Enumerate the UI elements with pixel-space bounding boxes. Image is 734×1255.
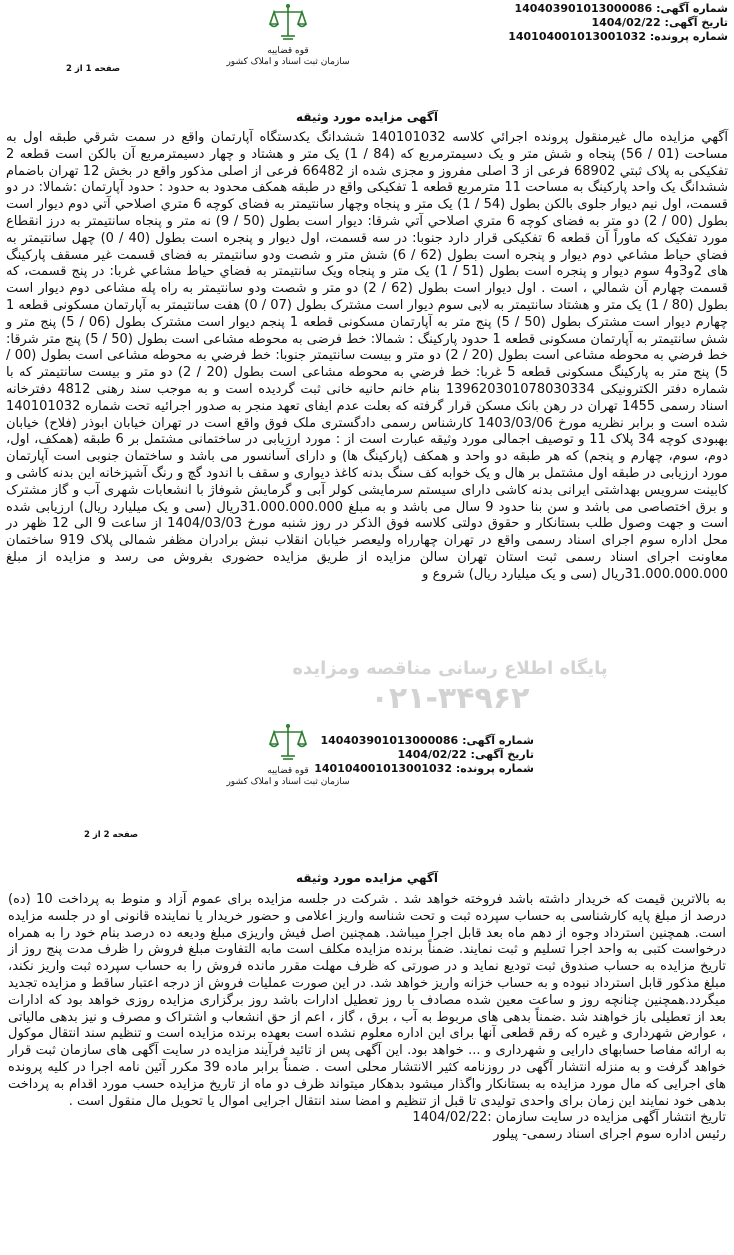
ad-number-row: [302, 734, 534, 748]
ad-date: 1404/02/22: [397, 748, 467, 761]
ad-date-row: [496, 16, 728, 30]
judiciary-name: قوه قضاییه: [267, 766, 309, 776]
ad-number: 140403901013000086: [320, 734, 459, 747]
notice-body: [8, 892, 726, 1144]
ad-number-label: شماره آگهی:: [462, 734, 534, 747]
notice-body-text: آگهي مزايده مال غيرمنقول پرونده اجرائي كلاسه 140101032 ششدانگ يكدستگاه آپارتمان واقع در سمت شرقي طبقه اول به مساحت (01 / 56) پنجاه و شش متر و يک دسيمترمربع كه (84 / 1) یک متر و هشتاد و چهار دسیمترمربع آن بالکن است قطعه 2 تفکیکی به پلاک ثبتي 68902 فرعی از 3 اصلی مفروز و مجزی شده از 66482 فرعی از اصلی مذکور واقع در بخش 12 تهران باضمام ششدانگ یک واحد پارکینگ به مساحت 11 مترمربع قطعه 1 تفکیکی واقع در طبقه همکف محدود به حدود : حدود آپارتمان :شمالا: در دو قسمت، اول نیم دیوار جلوی بالکن بطول (54 / 1) یک متر و پنجاه وچهار سانتیمتر به فضای کوچه 6 متري اصلاحي آتي دوم دیوار است بطول (00 / 2) دو متر به فضای کوچه 6 متري اصلاحي آتي شرقا: دیوار است بطول (50 / 9) نه متر و پنجاه سانتیمتر به درز انقطاع مورد تفکیک که ماوراً آن قطعه 6 تفکیکی قرار دارد جنوبا: در سه قسمت، اول دیوار و پنجره است بطول (40 / 0) چهل سانتیمتر به فضاي حياط مشاعي دوم دیوار و پنجره است بطول (62 / 6) شش متر و شصت ودو سانتیمتر به فضای قسمت غیر مسقف پارکینگ های 2و3و4 سوم دیوار و پنجره است بطول (51 / 1) یک متر و پنجاه ویک سانتیمتر به فضاي حياط مشاعي غربا: در پنج قسمت، که قسمت چهارم آن شمالي ، است . اول دیوار است بطول (62 / 2) دو متر و شصت ودو سانتیمتر به راه پله مشاعی دوم دیوار است بطول (80 / 1) یک متر و هشتاد سانتیمتر به لابی سوم دیوار است مشترک بطول (07 / 0) هفت سانتیمتر به آپارتمان مسکونی قطعه 1 چهارم دیوار است مشترک بطول (50 / 5) پنج متر به آپارتمان مسکونی قطعه 1 پنجم دیوار است مشترک بطول (06 / 5) پنج متر و شش سانتیمتر به آپارتمان مسکونی قطعه 1 حدود پارکینگ : شمالا: خط فرضی به محوطه مشاعی است بطول (50 / 5) پنج متر شرقا: خط فرضي به محوطه مشاعی است بطول (20 / 2) دو متر و بیست سانتیمتر جنوبا: خط فرضي به محوطه مشاعی است بطول (00 / 5) پنج متر به پارکینگ مسکونی قطعه 5 غربا: خط فرضي به محوطه مشاعی است بطول (20 / 2) دو متر و بیست سانتیمتر که با شماره دفتر الکترونیکی 139620301078030334 بنام خانم حانیه خانی ثبت گردیده است و به موجب سند رهنی 4812 دفترخانه اسناد رسمی 1455 تهران در رهن بانک مسکن قرار گرفته که بعلت عدم ایفای تعهد منجر به صدور اجرائیه تحت شماره 140101032 شده است و برابر نظریه مورخ 1403/03/06 کارشناس رسمی دادگستری ملک فوق واقع است در تهران خیابان ابوذر (فلاح) خیابان بهبودی کوچه 34 پلاک 11 و توصیف اجمالی مورد وثیقه عبارت است از : مورد ارزیابی در ساختمانی مشتمل بر 6 طبقه (همکف، اول، دوم، سوم، چهارم و پنجم) که هر طبقه دو واحد و همکف (پارکینگ ها) و دارای آسانسور می باشد و ساختمان جنوبی است آپارتمان مورد ارزیابی در طبقه اول مشتمل بر هال و یک خوابه کف سنگ بدنه کاغذ دیواری و سقف با اندود گچ و رنگ آشپزخانه این بدنه کاشی و کابینت سرویس بهداشتی ایرانی بدنه کاشی دارای سیستم سرمایشی کولر آبی و گرمایش شوفاژ با انشعابات شهری آب و گاز مشترک و برق اختصاصی می باشد و سن بنا حدود 9 سال می باشد و به مبلغ 31.000.000.000ریال (سی و یک میلیارد ریال) ارزیابی شده است و جهت وصول طلب بستانکار و حقوق دولتی کلاسه فوق الذکر در روز شنبه مورخ 1404/03/03 از ساعت 9 الی 12 ظهر در محل اداره سوم اجرای اسناد رسمی واقع در تهران چهارراه ولیعصر خیابان انقلاب نبش برادران مظفر شمالی پلاک 919 ساختمان معاونت اجرای اسناد رسمی ثبت استان تهران سالن مزایده از طریق مزایده حضوری بفروش می رسد و مزایده از مبلغ 31.000.000.000ریال (سی و یک میلیارد ریال) شروع و: [6, 130, 729, 582]
notice-page-2: [0, 720, 734, 1255]
judiciary-emblem: [226, 2, 350, 68]
notice-meta: [496, 2, 728, 44]
file-number-label: شماره پرونده:: [455, 762, 534, 775]
ad-date-row: [302, 748, 534, 762]
file-number-row: [496, 30, 728, 44]
file-number-label: شماره پرونده:: [649, 30, 728, 43]
organization-name: سازمان ثبت اسناد و املاک کشور: [226, 777, 350, 787]
page-number: صفحه 1 از 2: [66, 64, 121, 74]
ad-number: 140403901013000086: [514, 2, 653, 15]
ad-number-row: [496, 2, 728, 16]
ad-date-label: تاریخ آگهی:: [664, 16, 728, 29]
ad-number-label: شماره آگهی:: [656, 2, 728, 15]
organization-name: سازمان ثبت اسناد و املاک کشور: [226, 57, 350, 67]
watermark-phone: ۰۲۱-۳۴۹۶۲: [370, 681, 530, 716]
file-number: 140104001013001032: [508, 30, 646, 43]
notice-title: آگهي مزايده مورد وثيقه: [295, 871, 438, 885]
publish-date-line: تاریخ انتشار آگهی مزایده در سایت سازمان :1404/02/22: [412, 1110, 726, 1126]
page-number: صفحه 2 از 2: [84, 830, 139, 840]
file-number: 140104001013001032: [314, 762, 452, 775]
scales-of-justice-icon: [268, 2, 308, 42]
judiciary-emblem: [226, 722, 350, 788]
signature-line: رئیس اداره سوم اجرای اسناد رسمی- پیلور: [493, 1127, 726, 1143]
notice-title: آگهی مزایده مورد وثیقه: [295, 110, 438, 124]
notice-body-text: به بالاترین قیمت که خریدار داشته باشد فروخته خواهد شد . شرکت در جلسه مزایده برای عموم آزاد و منوط به پرداخت 10 (ده) درصد از مبلغ پایه کارشناسی به حساب سپرده ثبت و تحت شناسه واریز اعلامی و حضور خریدار یا نماینده قانونی او در جلسه مزایده است. همچنین استرداد وجوه از دهم ماه بعد قابل اجرا میباشد. همچنین اصل فیش واریزی مبلغ ودیعه ده درصد بنام خود را به همراه درخواست کتبی به واحد اجرا تسلیم و ثبت نمایند. ضمناً برنده مزایده مکلف است مابه التفاوت مبلغ فروش را ظرف مدت پنج روز از تاریخ مزایده به حساب صندوق ثبت تودیع نماید و در صورتی که ظرف مهلت مقرر مانده فروش را به حساب سپرده ثبت واریز نکند، مبلغ مذکور قابل استرداد نبوده و به حساب خزانه واریز خواهد شد. در این صورت عملیات فروش از درجه اعتبار ساقط و مزایده تجدید میگردد.همچنین چنانچه روز و ساعت معین شده مصادف با روز تعطیل ادارات باشد روز برگزاری مزایده روزی خواهد بود که ادارات بعد از تعطیلی باز خواهند شد .ضمناً بدهی های مربوط به آب ، برق ، گاز ، اعم از حق انشعاب و اشتراک و مصرف و نیز بدهی مالیاتی ، عوارض شهرداری و غیره که رقم قطعی آنها برای این اداره معلوم نشده است بعهده برنده مزایده است و تنظیم سند انتقال موکول به ارائه مفاصا حسابهای دارایی و شهرداری و ... خواهد بود. این آگهی پس از تائید فرآیند مزایده در سایت آگهی های سازمان ثبت قرار خواهد گرفت و به منزله انتشار آگهی در روزنامه کثیر الانتشار محلی است . ضمناً برابر ماده 39 مکرر آئین نامه اجرا در کلیه پرونده های اجرایی که مال مورد مزایده به بستانکار واگذار میشود بدهکار میتواند ظرف دو ماه از تاریخ مزایده حسب مورد اقدام به پرداخت بدهی خود نمایند این زمان برای واحدی تولیدی تا قبل از تنظیم و امضا سند انتقال اجرایی اموال یا تحویل مال منقول است .: [8, 892, 726, 1109]
notice-body: [6, 130, 728, 584]
watermark-text: پایگاه اطلاع رسانی مناقصه ومزایده: [292, 658, 608, 679]
ad-date: 1404/02/22: [591, 16, 661, 29]
judiciary-name: قوه قضاییه: [267, 46, 309, 56]
ad-date-label: تاریخ آگهی:: [470, 748, 534, 761]
scales-of-justice-icon: [268, 722, 308, 762]
